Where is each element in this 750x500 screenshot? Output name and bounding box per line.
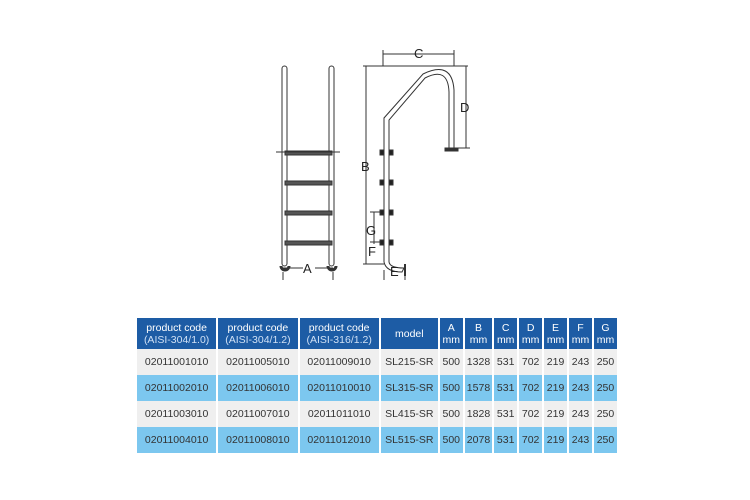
header-sublabel: (AISI-304/1.2) — [225, 333, 291, 346]
table-cell: 702 — [519, 401, 542, 427]
dimension-label-d: D — [460, 100, 470, 115]
table-cell: 02011006010 — [218, 375, 297, 401]
table-cell: 219 — [544, 349, 567, 375]
column-header — [494, 318, 517, 349]
table-cell: 531 — [494, 375, 517, 401]
table-cell: 243 — [569, 427, 592, 453]
header-label: D — [526, 321, 535, 334]
header-label: E — [552, 321, 560, 334]
table-cell: 243 — [569, 401, 592, 427]
dimension-label-g: G — [366, 223, 377, 238]
column-header — [569, 318, 592, 349]
header-sublabel: mm — [546, 333, 565, 346]
table-cell: 1328 — [465, 349, 492, 375]
column-header — [300, 318, 379, 349]
table-cell: SL415-SR — [381, 401, 438, 427]
header-label: F — [577, 321, 584, 334]
table-cell: 02011004010 — [137, 427, 216, 453]
table-cell: 02011003010 — [137, 401, 216, 427]
header-label: product code — [308, 321, 370, 334]
table-cell: SL215-SR — [381, 349, 438, 375]
header-sublabel: mm — [469, 333, 488, 346]
table-cell: 2078 — [465, 427, 492, 453]
table-cell: 702 — [519, 375, 542, 401]
header-sublabel: mm — [521, 333, 540, 346]
dimension-label-c: C — [414, 46, 424, 61]
column-header — [519, 318, 542, 349]
table-cell: 531 — [494, 401, 517, 427]
header-label: product code — [227, 321, 289, 334]
table-cell: 500 — [440, 401, 463, 427]
header-label: product code — [146, 321, 207, 334]
table-cell: 02011008010 — [218, 427, 297, 453]
front-view — [276, 66, 340, 280]
table-cell: 02011002010 — [137, 375, 216, 401]
table-cell: 02011005010 — [218, 349, 297, 375]
dimension-label-e: E — [390, 264, 399, 279]
specification-table — [135, 318, 619, 453]
table-cell: 02011011010 — [300, 401, 379, 427]
table-cell: 531 — [494, 349, 517, 375]
header-label: C — [501, 321, 510, 334]
dimension-label-a: A — [303, 261, 312, 276]
header-sublabel: (AISI-304/1.0) — [143, 333, 210, 346]
table-cell: 02011010010 — [300, 375, 379, 401]
table-cell: 702 — [519, 427, 542, 453]
table-cell: 243 — [569, 349, 592, 375]
column-header — [381, 318, 438, 349]
header-sublabel: mm — [596, 333, 615, 346]
table-cell: 500 — [440, 375, 463, 401]
table-cell: 219 — [544, 427, 567, 453]
table-cell: 02011001010 — [137, 349, 216, 375]
header-sublabel: mm — [496, 333, 515, 346]
table-row — [137, 349, 617, 375]
table-cell: 02011009010 — [300, 349, 379, 375]
header-label: model — [394, 327, 424, 340]
column-header — [137, 318, 216, 349]
header-label: G — [601, 321, 610, 334]
dimension-label-f: F — [368, 244, 376, 259]
table-cell: 02011012010 — [300, 427, 379, 453]
table-cell: 250 — [594, 375, 617, 401]
header-label: B — [474, 321, 482, 334]
table-cell: 531 — [494, 427, 517, 453]
table-cell: 500 — [440, 427, 463, 453]
table-cell: 500 — [440, 349, 463, 375]
table-cell: 1828 — [465, 401, 492, 427]
table-cell: 250 — [594, 427, 617, 453]
column-header — [544, 318, 567, 349]
header-sublabel: (AISI-316/1.2) — [306, 333, 372, 346]
table-cell: SL515-SR — [381, 427, 438, 453]
header-sublabel: mm — [442, 333, 461, 346]
table-row — [137, 401, 617, 427]
table-cell: 702 — [519, 349, 542, 375]
table-cell: SL315-SR — [381, 375, 438, 401]
header-label: A — [447, 321, 455, 334]
column-header — [594, 318, 617, 349]
table-row — [137, 427, 617, 453]
table-row — [137, 375, 617, 401]
table-cell: 02011007010 — [218, 401, 297, 427]
table-cell: 250 — [594, 401, 617, 427]
side-view — [363, 50, 470, 280]
table-cell: 1578 — [465, 375, 492, 401]
column-header — [465, 318, 492, 349]
table-header-row — [137, 318, 617, 349]
table-cell: 250 — [594, 349, 617, 375]
table-cell: 219 — [544, 375, 567, 401]
column-header — [218, 318, 297, 349]
table-cell: 243 — [569, 375, 592, 401]
dimension-label-b: B — [361, 159, 370, 174]
table-cell: 219 — [544, 401, 567, 427]
column-header — [440, 318, 463, 349]
header-sublabel: mm — [571, 333, 590, 346]
